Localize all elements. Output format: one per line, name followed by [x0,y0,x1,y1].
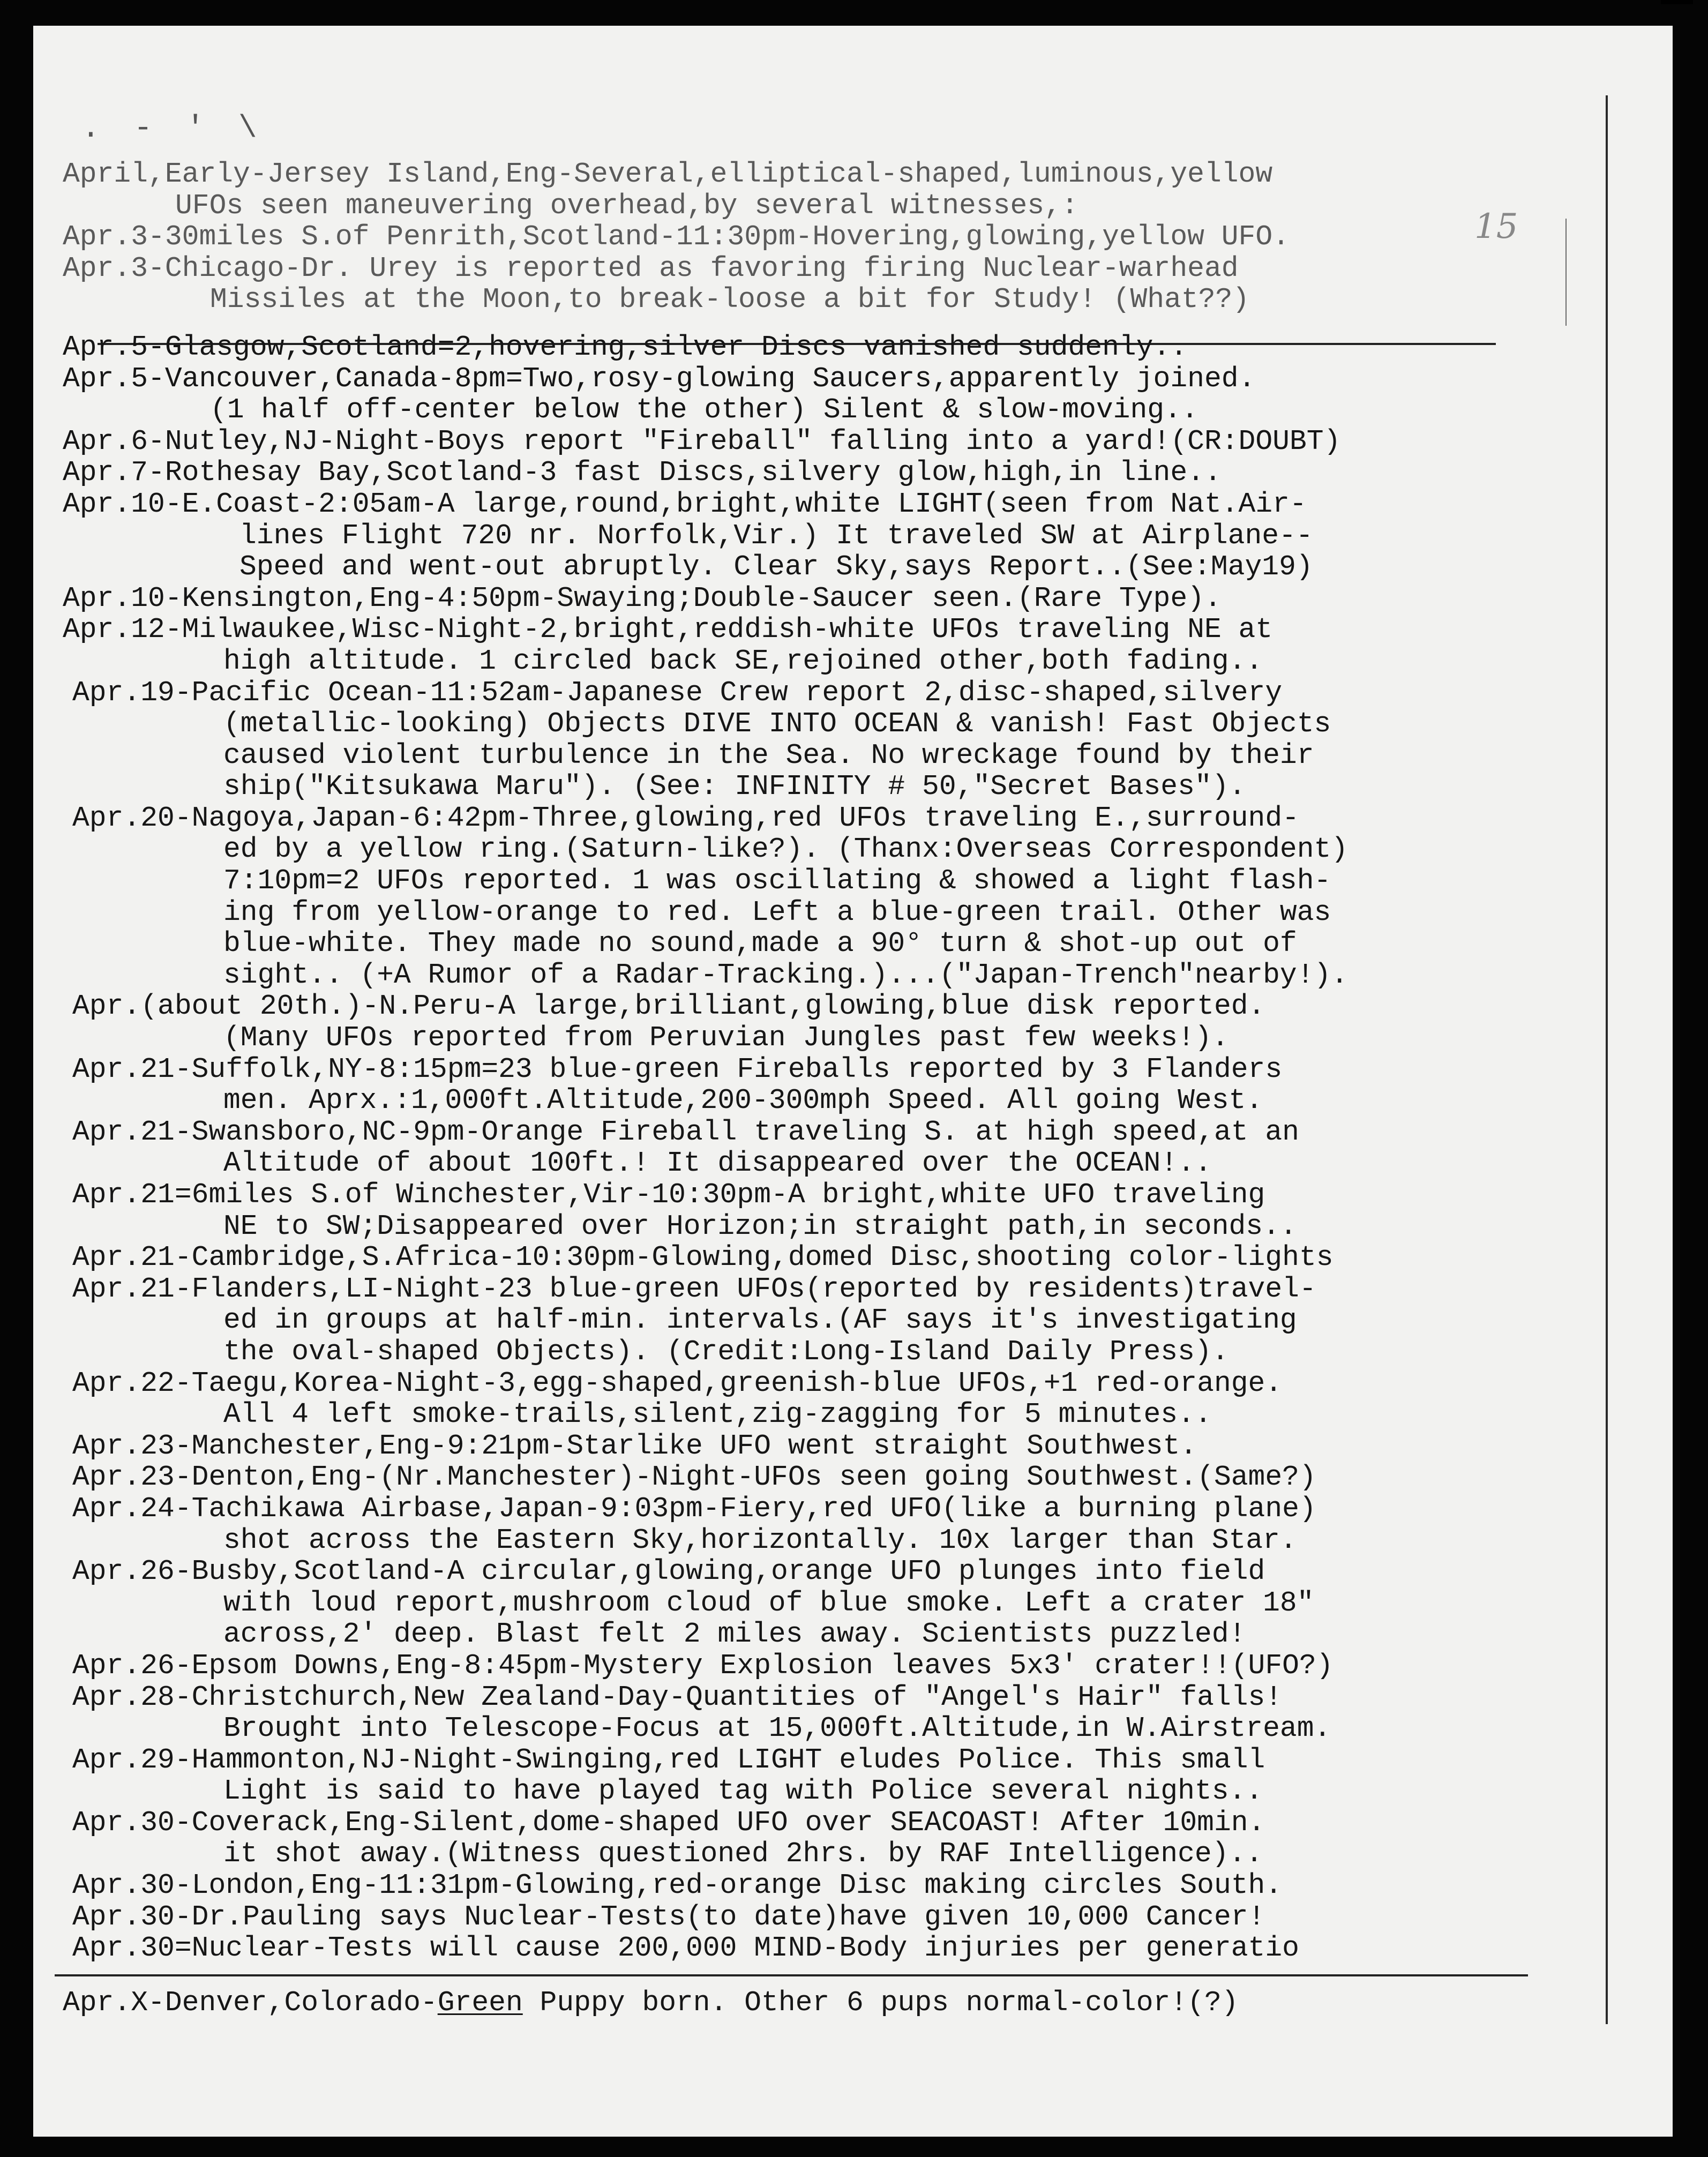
entry-line: Apr.29-Hammonton,NJ-Night-Swinging,red LIGHT eludes Police. This small [72,1743,1265,1776]
log-entry [63,489,1616,583]
footer-divider [55,1974,1528,1976]
entry-line: Apr.20-Nagoya,Japan-6:42pm-Three,glowing,red UFOs traveling E.,surround- [72,802,1299,834]
log-entry [63,1242,1616,1274]
entry-continuation-line: Light is said to have played tag with Police several nights.. [223,1775,1263,1808]
entry-line: Apr.28-Christchurch,New Zealand-Day-Quantities of "Angel's Hair" falls! [72,1681,1283,1713]
entry-line: Apr.19-Pacific Ocean-11:52am-Japanese Crew report 2,disc-shaped,silvery [72,676,1283,709]
log-entry [63,253,1616,316]
entry-continuation-line: ed in groups at half-min. intervals.(AF says it's investigating [223,1304,1297,1337]
entry-continuation-line: Brought into Telescope-Focus at 15,000ft.Altitude,in W.Airstream. [223,1712,1331,1745]
entry-line: Apr.(about 20th.)-N.Peru-A large,brilliant,glowing,blue disk reported. [72,990,1265,1023]
log-entry [63,614,1616,677]
entry-continuation-line: across,2' deep. Blast felt 2 miles away. Scientists puzzled! [223,1618,1246,1651]
entry-line: Apr.10-Kensington,Eng-4:50pm-Swaying;Double-Saucer seen.(Rare Type). [63,582,1222,615]
entry-continuation-line: it shot away.(Witness questioned 2hrs. by RAF Intelligence).. [223,1838,1263,1870]
typed-entries [63,159,1616,1964]
log-entry [63,1556,1616,1650]
entry-continuation-line: sight.. (+A Rumor of a Radar-Tracking.)...("Japan-Trench"nearby!). [223,958,1349,991]
entry-line: Apr.23-Denton,Eng-(Nr.Manchester)-Night-UFOs seen going Southwest.(Same?) [72,1461,1316,1494]
entry-continuation-line: ed by a yellow ring.(Saturn-like?). (Thanx:Overseas Correspondent) [223,833,1349,866]
log-entry [63,1430,1616,1462]
footer-entry [63,1987,1239,2019]
entry-line: Apr.21-Flanders,LI-Night-23 blue-green UFOs(reported by residents)travel- [72,1272,1316,1305]
entry-continuation-line: NE to SW;Disappeared over Horizon;in straight path,in seconds.. [223,1210,1297,1242]
log-entry [63,1179,1616,1242]
entry-continuation-line: blue-white. They made no sound,made a 90° turn & shot-up out of [223,927,1297,960]
entry-line: Apr.26-Epsom Downs,Eng-8:45pm-Mystery Explosion leaves 5x3' crater!!(UFO?) [72,1649,1334,1682]
entry-continuation-line: ship("Kitsukawa Maru"). (See: INFINITY # 50,"Secret Bases"). [223,770,1246,803]
entry-line: Apr.24-Tachikawa Airbase,Japan-9:03pm-Fiery,red UFO(like a burning plane) [72,1492,1316,1525]
entry-line: Apr.21-Cambridge,S.Africa-10:30pm-Glowing,domed Disc,shooting color-lights [72,1241,1334,1274]
entry-continuation-line: (metallic-looking) Objects DIVE INTO OCEAN & vanish! Fast Objects [223,708,1331,740]
log-entry [63,1744,1616,1807]
entry-continuation-line: 7:10pm=2 UFOs reported. 1 was oscillating & showed a light flash- [223,865,1331,897]
entry-continuation-line: Altitude of about 100ft.! It disappeared over the OCEAN!.. [223,1147,1212,1180]
document-page [33,26,1673,2137]
entry-line: Apr.3-Chicago-Dr. Urey is reported as favoring firing Nuclear-warhead [63,252,1239,284]
entry-line: Apr.30=Nuclear-Tests will cause 200,000 MIND-Body injuries per generatio [72,1932,1299,1965]
entry-continuation-line: ing from yellow-orange to red. Left a blue-green trail. Other was [223,896,1331,928]
entry-continuation-line: All 4 left smoke-trails,silent,zig-zagging for 5 minutes.. [223,1398,1212,1431]
log-entry [63,1682,1616,1744]
entry-line: Apr.10-E.Coast-2:05am-A large,round,bright,white LIGHT(seen from Nat.Air- [63,488,1307,520]
entry-line: Apr.5-Vancouver,Canada-8pm=Two,rosy-glowing Saucers,apparently joined. [63,362,1256,395]
entry-continuation-line: shot across the Eastern Sky,horizontally. 10x larger than Star. [223,1524,1297,1556]
entry-line: Apr.30-Dr.Pauling says Nuclear-Tests(to date)have given 10,000 Cancer! [72,1900,1265,1933]
scan-corner-mark [1661,0,1693,4]
log-entry [63,457,1616,489]
log-entry [63,1807,1616,1870]
entry-line: Apr.21-Suffolk,NY-8:15pm=23 blue-green Fireballs reported by 3 Flanders [72,1053,1283,1085]
log-entry [63,1901,1616,1933]
footer-suffix: Puppy born. Other 6 pups normal-color!(?) [522,1987,1239,2019]
entry-line: Apr.3-30miles S.of Penrith,Scotland-11:30pm-Hovering,glowing,yellow UFO. [63,221,1290,253]
entry-line: Apr.22-Taegu,Korea-Night-3,egg-shaped,greenish-blue UFOs,+1 red-orange. [72,1367,1283,1399]
entry-line: Apr.12-Milwaukee,Wisc-Night-2,bright,reddish-white UFOs traveling NE at [63,613,1273,646]
entry-line: Apr.30-London,Eng-11:31pm-Glowing,red-orange Disc making circles South. [72,1869,1283,1902]
entry-line: Apr.7-Rothesay Bay,Scotland-3 fast Discs,silvery glow,high,in line.. [63,456,1222,489]
entry-line: Apr.21=6miles S.of Winchester,Vir-10:30pm-A bright,white UFO traveling [72,1179,1265,1211]
entry-continuation-line: (Many UFOs reported from Peruvian Jungles past few weeks!). [223,1022,1229,1054]
log-entry [63,1493,1616,1556]
entry-line: Apr.21-Swansboro,NC-9pm-Orange Fireball traveling S. at high speed,at an [72,1115,1299,1148]
log-entry [63,583,1616,615]
entry-line: Apr.5-Glasgow,Scotland=2,hovering,silver Discs vanished suddenly.. [63,331,1188,363]
entry-continuation-line: UFOs seen maneuvering overhead,by several witnesses,: [175,189,1078,222]
entry-continuation-line: with loud report,mushroom cloud of blue smoke. Left a crater 18" [223,1586,1314,1619]
log-entry [63,1368,1616,1430]
entry-continuation-line: the oval-shaped Objects). (Credit:Long-Island Daily Press). [223,1335,1229,1368]
log-entry [63,1870,1616,1901]
log-entry [63,426,1616,458]
log-entry [63,159,1616,221]
log-entry [63,677,1616,803]
entry-continuation-line: men. Aprx.:1,000ft.Altitude,200-300mph Speed. All going West. [223,1084,1263,1117]
entry-line: Apr.30-Coverack,Eng-Silent,dome-shaped UFO over SEACOAST! After 10min. [72,1806,1265,1839]
entry-continuation-line: Missiles at the Moon,to break-loose a bit for Study! (What??) [210,283,1250,316]
log-entry [63,363,1616,426]
footer-prefix: Apr.X-Denver,Colorado- [63,1987,438,2019]
log-entry [63,1054,1616,1117]
handwritten-page-number: 15 [1474,207,1518,246]
log-entry [63,332,1616,363]
log-entry [63,1274,1616,1368]
entry-continuation-line: caused violent turbulence in the Sea. No wreckage found by their [223,739,1314,772]
entry-line: Apr.23-Manchester,Eng-9:21pm-Starlike UFO went straight Southwest. [72,1429,1197,1462]
log-entry [63,221,1616,253]
log-entry [63,1117,1616,1179]
entry-continuation-line: (1 half off-center below the other) Silent & slow-moving.. [210,394,1198,426]
log-entry [63,803,1616,991]
log-entry [63,1933,1616,1964]
log-entry [63,1462,1616,1493]
entry-continuation-line: Speed and went-out abruptly. Clear Sky,says Report..(See:May19) [239,551,1313,583]
entry-continuation-line: lines Flight 720 nr. Norfolk,Vir.) It traveled SW at Airplane-- [239,519,1313,552]
footer-underlined-word: Green [437,1987,523,2019]
entry-line: Apr.6-Nutley,NJ-Night-Boys report "Fireball" falling into a yard!(CR:DOUBT) [63,425,1341,458]
entry-continuation-line: high altitude. 1 circled back SE,rejoined other,both fading.. [223,645,1263,677]
entry-line: Apr.26-Busby,Scotland-A circular,glowing,orange UFO plunges into field [72,1555,1265,1588]
log-entry [63,1650,1616,1682]
log-entry [63,991,1616,1053]
margin-scrawl: . - ' \ [81,111,265,146]
entry-line: April,Early-Jersey Island,Eng-Several,elliptical-shaped,luminous,yellow [63,158,1273,190]
